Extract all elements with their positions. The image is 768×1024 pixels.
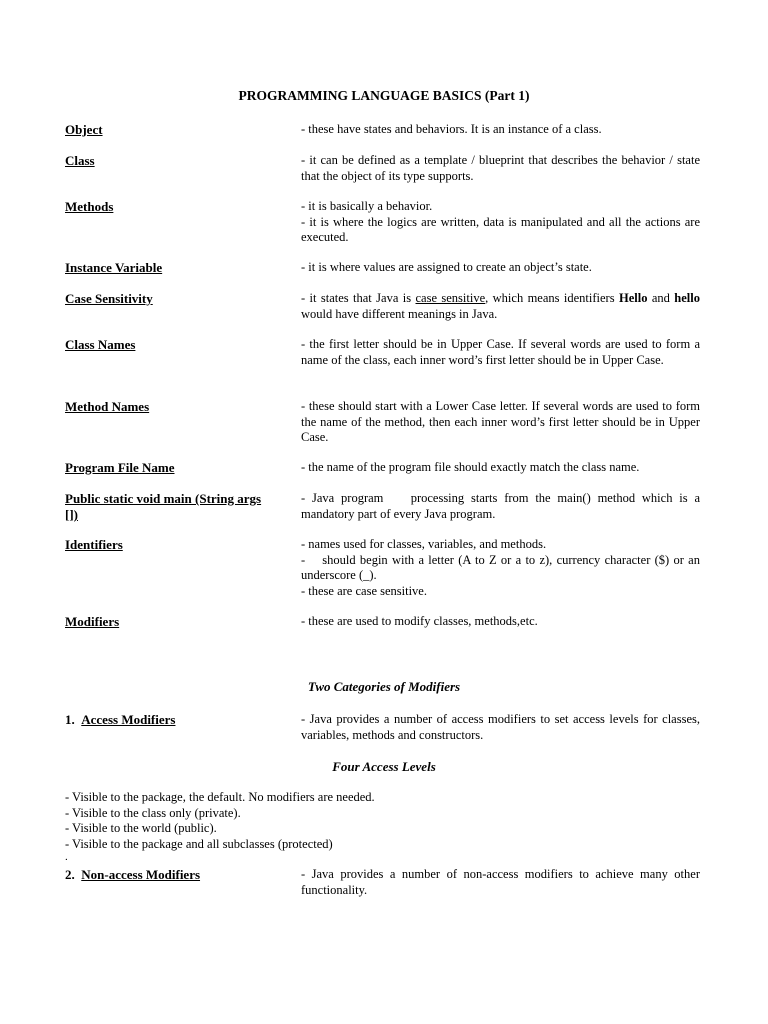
term-program-file-name: Program File Name (65, 460, 175, 475)
def-case-bold-hello-upper: Hello (618, 291, 648, 305)
def-method-names: - these should start with a Lower Case letter. If several words are used to form the name of the method, then each inner word’s first letter should be in Upper Case. (301, 399, 700, 444)
access-modifiers-heading (65, 712, 295, 728)
def-case-text-c: and (647, 291, 675, 305)
def-class: - it can be defined as a template / blueprint that describes the behavior / state that the object of its type supports. (301, 153, 700, 183)
def-nonaccess-modifiers: - Java provides a number of non-access modifiers to achieve many other functionality. (301, 867, 700, 897)
def-case-text-d: would have different meanings in Java. (301, 306, 498, 321)
nonaccess-modifiers-heading (65, 867, 295, 883)
def-object: - these have states and behaviors. It is an instance of a class. (301, 122, 602, 136)
access-levels-list (65, 790, 705, 852)
nonaccess-term: Non-access Modifiers (81, 867, 201, 882)
list-item: - Visible to the world (public). (65, 821, 217, 835)
page-title: PROGRAMMING LANGUAGE BASICS (Part 1) (238, 88, 530, 103)
term-modifiers: Modifiers (65, 614, 120, 629)
def-case-bold-hello-lower: hello (674, 291, 700, 305)
def-access-modifiers: - Java provides a number of access modifiers to set access levels for classes, variables, methods and constructors. (301, 712, 700, 742)
term-method-names: Method Names (65, 399, 150, 414)
term-methods: Methods (65, 199, 114, 214)
def-case-sensitivity (301, 291, 700, 322)
term-object: Object (65, 122, 103, 137)
nonaccess-number: 2. (65, 867, 75, 882)
def-case-text-b: , which means identifiers (485, 291, 619, 305)
def-identifiers-line2: - should begin with a letter (A to Z or a to z), currency character ($) or an underscore (_). (301, 552, 704, 582)
list-item: - Visible to the class only (private). (65, 805, 241, 820)
term-instance-variable: Instance Variable (65, 260, 163, 275)
levels-heading: Four Access Levels (332, 759, 436, 774)
def-identifiers (301, 537, 704, 599)
term-class: Class (65, 153, 95, 168)
def-identifiers-line3: - these are case sensitive. (301, 583, 427, 598)
def-program-file-name: - the name of the program file should exactly match the class name. (301, 460, 640, 474)
access-number: 1. (65, 712, 75, 727)
def-instance-variable: - it is where values are assigned to create an object’s state. (301, 260, 592, 274)
def-modifiers: - these are used to modify classes, methods,etc. (301, 614, 538, 628)
def-methods (301, 199, 700, 246)
categories-heading: Two Categories of Modifiers (307, 679, 461, 694)
def-case-text-a: - it states that Java is (301, 291, 416, 305)
def-class-names: - the first letter should be in Upper Case. If several words are used to form a name of the class, each inner word’s first letter should be in Upper Case. (301, 337, 700, 367)
access-term: Access Modifiers (81, 712, 176, 727)
term-identifiers: Identifiers (65, 537, 123, 552)
term-case-sensitivity: Case Sensitivity (65, 291, 153, 306)
def-methods-line1: - it is basically a behavior. (301, 199, 433, 213)
def-identifiers-line1: - names used for classes, variables, and methods. (301, 537, 547, 551)
list-item: - Visible to the package and all subclasses (protected) (65, 836, 333, 851)
def-case-underlined: case sensitive (415, 291, 486, 305)
stray-period: . (65, 851, 68, 863)
def-main-method: - Java program processing starts from the main() method which is a mandatory part of every Java program. (301, 491, 704, 521)
def-methods-line2: - it is where the logics are written, data is manipulated and all the actions are executed. (301, 214, 700, 244)
term-class-names: Class Names (65, 337, 136, 352)
term-main-method: Public static void main (String args []) (65, 491, 262, 522)
list-item: - Visible to the package, the default. No modifiers are needed. (65, 790, 375, 804)
